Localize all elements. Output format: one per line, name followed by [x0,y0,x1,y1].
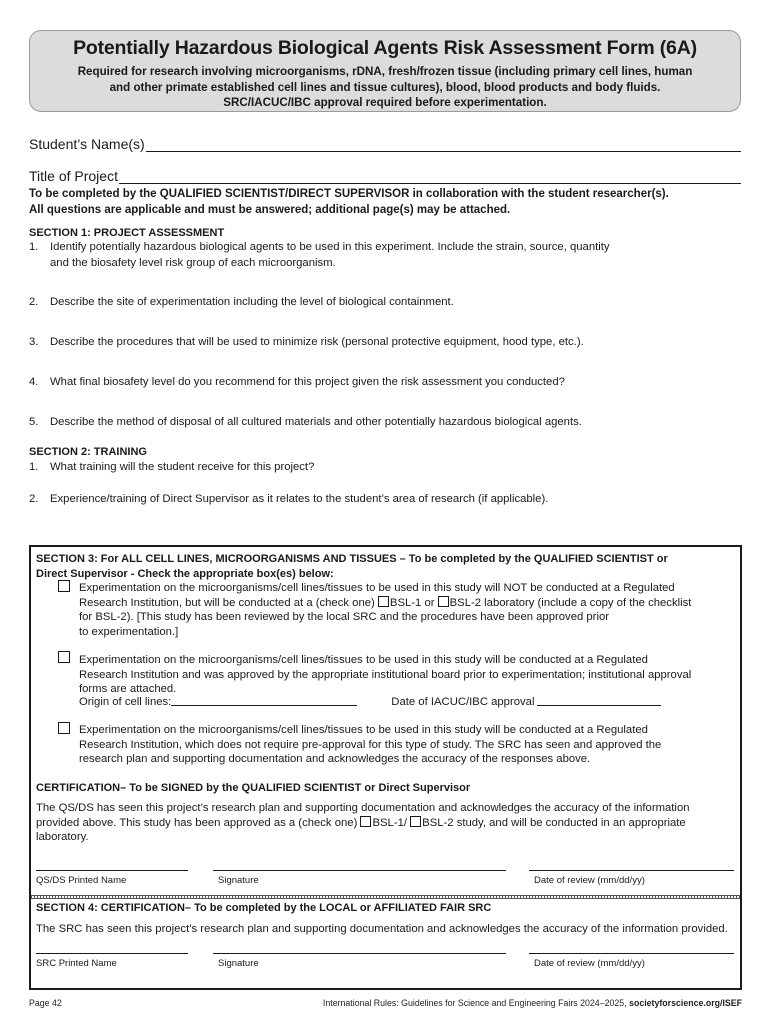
certification-heading: CERTIFICATION– To be SIGNED by the QUALIFIED SCIENTIST or Direct Supervisor [36,782,471,794]
option-not-regulated [58,580,738,639]
option-text: Research Institution, but will be conducted at a (check one) [79,596,378,609]
footer-citation [323,998,742,1008]
src-printed-name-label: SRC Printed Name [36,958,117,969]
option3-checkbox[interactable] [58,722,70,734]
question-number: 2. [29,296,39,308]
bsl1-checkbox[interactable] [378,596,389,607]
option1-checkbox[interactable] [58,580,70,592]
footer-rules-text: International Rules: Guidelines for Science and Engineering Fairs 2024–2025, [322,998,630,1008]
bsl2-label: BSL-2 laboratory (include a copy of the checklist [449,596,692,609]
option-line: for BSL-2). [This study has been reviewed by the local SRC and the procedures have been approved prior [79,611,609,623]
section1-question [29,335,729,351]
question-text: Describe the procedures that will be used to minimize risk (personal protective equipment, hood type, etc.). [50,336,584,348]
section3-heading [36,552,736,581]
section2-heading: SECTION 2: TRAINING [29,446,147,458]
cert-line [36,816,736,831]
section3-heading-line: SECTION 3: For ALL CELL LINES, MICROORGANISMS AND TISSUES – To be completed by the QUALIFIED SCIENTIST or [36,553,668,565]
option1-text [78,581,738,639]
qsds-date-label: Date of review (mm/dd/yy) [534,875,645,886]
option-line: forms are attached. [79,683,177,695]
students-name-field[interactable] [29,132,741,152]
option-line: to experimentation.] [79,625,179,638]
option2-text [78,653,738,697]
bsl1-label: BSL-1 or [389,596,438,609]
certification-text [36,801,736,845]
option-line: Experimentation on the microorganisms/cell lines/tissues to be used in this study will be conducted at a Regulated [79,654,648,666]
section1-question [29,375,729,391]
subtitle-line: Required for research involving microorganisms, rDNA, fresh/frozen tissue (including primary cell lines, human [77,65,693,78]
section3-heading-line: Direct Supervisor - Check the appropriate box(es) below: [36,567,334,580]
qsds-signature-line[interactable] [213,870,506,871]
option2-checkbox[interactable] [58,651,70,663]
origin-date-row [79,696,679,708]
subtitle-line: and other primate established cell lines and tissue cultures), blood, blood products and body fluids. [109,80,661,94]
option-line: Research Institution, which does not require pre-approval for this type of study. The SRC has seen and approved the [79,738,662,751]
question-number: 4. [29,376,39,388]
question-text: What training will the student receive for this project? [50,461,315,473]
option-regulated-no-approval [58,722,738,767]
origin-label: Origin of cell lines: [79,696,172,708]
src-signature-line[interactable] [213,953,506,954]
cert-line: The QS/DS has seen this project’s research plan and supporting documentation and acknowledges the accuracy of the information [36,802,690,814]
question-line: and the biosafety level risk group of each microorganism. [50,256,336,269]
option-line: Research Institution and was approved by the appropriate institutional board prior to experimentation; institutional approval [79,668,692,681]
form-header [29,30,741,112]
option3-text [78,723,738,767]
section-divider [31,895,740,899]
option-regulated-approved [58,651,738,697]
option-line: Experimentation on the microorganisms/cell lines/tissues to be used in this study will NOT be conducted at a Regulated [79,582,675,594]
students-name-label: Student’s Name(s) [29,136,145,152]
qsds-printed-name-line[interactable] [36,870,188,871]
qsds-date-line[interactable] [529,870,734,871]
cert-bsl1-label: BSL-1/ [372,816,411,829]
section1-question [29,295,729,311]
question-text: What final biosafety level do you recommend for this project given the risk assessment you conducted? [50,376,565,388]
src-signature-label: Signature [218,958,259,969]
section4-heading: SECTION 4: CERTIFICATION– To be completed by the LOCAL or AFFILIATED FAIR SRC [36,902,492,914]
src-date-line[interactable] [529,953,734,954]
cert-bsl2-label: BSL-2 study, and will be conducted in an appropriate [422,816,686,829]
src-date-label: Date of review (mm/dd/yy) [534,958,645,969]
question-number: 1. [29,241,39,253]
approval-date-input-line[interactable] [537,696,661,706]
question-text [50,240,729,271]
section1-question [29,240,729,271]
project-title-input-line[interactable] [119,170,741,184]
question-line: Identify potentially hazardous biological agents to be used in this experiment. Include the strain, source, quantity [50,241,610,253]
cert-bsl2-checkbox[interactable] [410,816,421,827]
section2-question [29,492,729,508]
section3-box [29,545,742,990]
qsds-printed-name-label: QS/DS Printed Name [36,875,127,886]
section4-text: The SRC has seen this project’s research plan and supporting documentation and acknowledges the accuracy of the information provided. [36,923,728,935]
footer-site: societyforscience.org/ISEF [629,998,742,1008]
option-line: Experimentation on the microorganisms/cell lines/tissues to be used in this study will be conducted at a Regulated [79,724,648,736]
form-subtitle [30,64,740,111]
cert-bsl1-checkbox[interactable] [360,816,371,827]
students-name-input-line[interactable] [146,138,741,152]
subtitle-line: SRC/IACUC/IBC approval required before experimentation. [223,96,547,109]
src-printed-name-line[interactable] [36,953,188,954]
page-number: Page 42 [29,998,62,1008]
bsl2-checkbox[interactable] [438,596,449,607]
instructions [29,187,749,218]
qsds-signature-label: Signature [218,875,259,886]
section2-question [29,460,729,476]
question-number: 5. [29,416,39,428]
question-text: Experience/training of Direct Supervisor as it relates to the student’s area of research (if applicable). [50,493,549,505]
option-line: research plan and supporting documentation and acknowledges the accuracy of the responses above. [79,753,591,765]
option-line [79,596,738,611]
question-text: Describe the method of disposal of all cultured materials and other potentially hazardous biological agents. [50,416,582,428]
section1-heading: SECTION 1: PROJECT ASSESSMENT [29,227,225,239]
project-title-field[interactable] [29,164,741,184]
question-text: Describe the site of experimentation including the level of biological containment. [50,296,454,308]
origin-input-line[interactable] [171,696,357,706]
question-number: 3. [29,336,39,348]
project-title-label: Title of Project [29,168,118,184]
question-number: 1. [29,461,39,473]
cert-line: laboratory. [36,831,89,843]
question-number: 2. [29,493,39,505]
approval-date-label: Date of IACUC/IBC approval [391,696,535,708]
instruction-line: All questions are applicable and must be answered; additional page(s) may be attached. [29,203,511,216]
section1-question [29,415,729,431]
instruction-line: To be completed by the QUALIFIED SCIENTIST/DIRECT SUPERVISOR in collaboration with the student researcher(s). [29,188,669,200]
form-title: Potentially Hazardous Biological Agents Risk Assessment Form (6A) [73,37,697,59]
cert-text: provided above. This study has been approved as a (check one) [36,816,361,829]
